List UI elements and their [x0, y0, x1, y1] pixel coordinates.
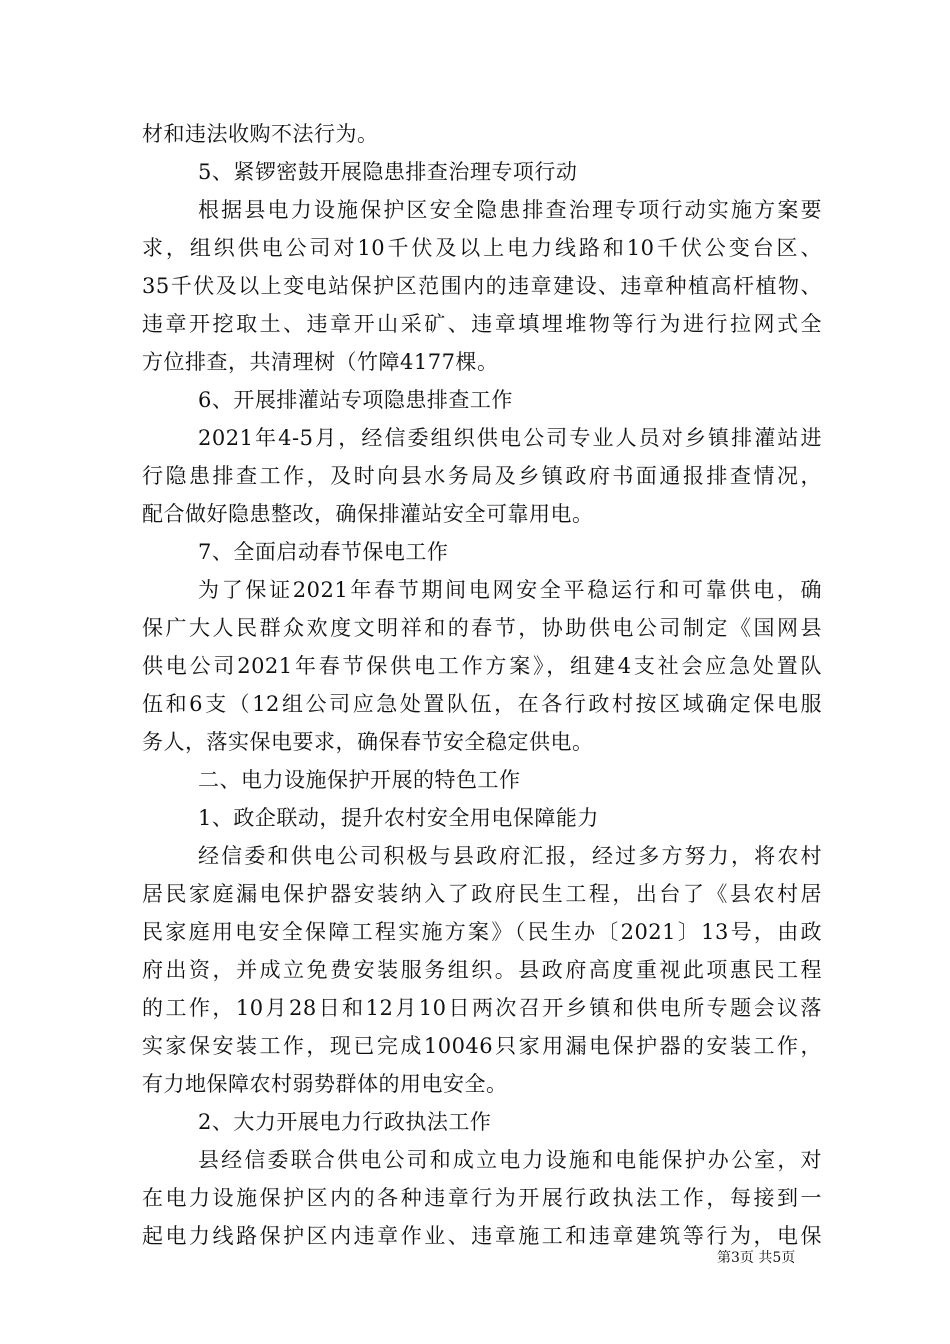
- text-line: 供电公司2021年春节保供电工作方案》，组建4支社会应急处置队: [142, 654, 822, 678]
- section-heading: 二、电力设施保护开展的特色工作: [198, 768, 521, 792]
- text-line: 居民家庭漏电保护器安装纳入了政府民生工程，出台了《县农村居: [142, 882, 822, 906]
- text-line: 求，组织供电公司对10千伏及以上电力线路和10千伏公变台区、: [142, 236, 822, 260]
- text-line: 务人，落实保电要求，确保春节安全稳定供电。: [142, 730, 594, 754]
- text-line: 县经信委联合供电公司和成立电力设施和电能保护办公室，对: [198, 1148, 822, 1172]
- text-line: 民家庭用电安全保障工程实施方案》（民生办〔2021〕13号，由政: [142, 920, 822, 944]
- text-line: 伍和6支（12组公司应急处置队伍，在各行政村按区域确定保电服: [142, 692, 822, 716]
- section-heading: 1、政企联动，提升农村安全用电保障能力: [198, 806, 599, 830]
- section-heading: 7、全面启动春节保电工作: [198, 540, 449, 564]
- text-line: 材和违法收购不法行为。: [142, 122, 379, 146]
- text-line: 的工作，10月28日和12月10日两次召开乡镇和供电所专题会议落: [142, 996, 822, 1020]
- text-line: 根据县电力设施保护区安全隐患排查治理专项行动实施方案要: [198, 198, 822, 222]
- page-number: 第3页 共5页: [717, 1250, 796, 1266]
- section-heading: 5、紧锣密鼓开展隐患排查治理专项行动: [198, 160, 578, 184]
- text-line: 35千伏及以上变电站保护区范围内的违章建设、违章种植高杆植物、: [142, 274, 822, 298]
- text-line: 保广大人民群众欢度文明祥和的春节，协助供电公司制定《国网县: [142, 616, 822, 640]
- section-heading: 2、大力开展电力行政执法工作: [198, 1110, 492, 1134]
- text-line: 实家保安装工作，现已完成10046只家用漏电保护器的安装工作，: [142, 1034, 822, 1058]
- text-line: 配合做好隐患整改，确保排灌站安全可靠用电。: [142, 502, 594, 526]
- text-line: 府出资，并成立免费安装服务组织。县政府高度重视此项惠民工程: [142, 958, 822, 982]
- text-line: 为了保证2021年春节期间电网安全平稳运行和可靠供电，确: [198, 578, 822, 602]
- text-line: 违章开挖取土、违章开山采矿、违章填埋堆物等行为进行拉网式全: [142, 312, 822, 336]
- text-line: 2021年4-5月，经信委组织供电公司专业人员对乡镇排灌站进: [198, 426, 822, 450]
- section-heading: 6、开展排灌站专项隐患排查工作: [198, 388, 513, 412]
- text-line: 有力地保障农村弱势群体的用电安全。: [142, 1072, 508, 1096]
- text-line: 起电力线路保护区内违章作业、违章施工和违章建筑等行为，电保: [142, 1224, 822, 1248]
- text-line: 行隐患排查工作，及时向县水务局及乡镇政府书面通报排查情况，: [142, 464, 822, 488]
- text-line: 方位排查，共清理树（竹障4177棵。: [142, 350, 499, 374]
- text-line: 在电力设施保护区内的各种违章行为开展行政执法工作，每接到一: [142, 1186, 822, 1210]
- text-line: 经信委和供电公司积极与县政府汇报，经过多方努力，将农村: [198, 844, 822, 868]
